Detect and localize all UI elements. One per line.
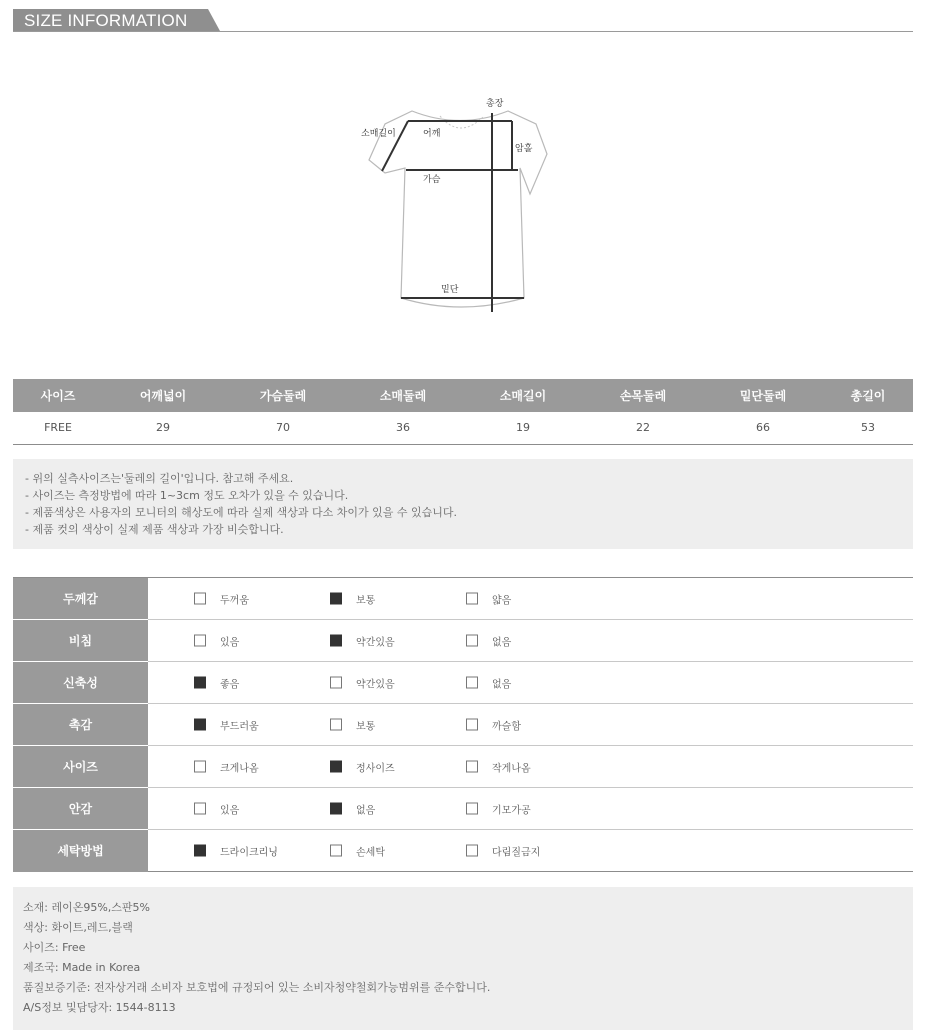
attribute-option-label: 없음 [492,679,512,690]
size-table-header: 밑단둘레 [703,379,823,412]
attribute-option [466,675,511,690]
attribute-option [466,591,511,606]
size-notes [13,459,913,549]
attribute-name: 촉감 [13,704,148,746]
attribute-option-label: 보통 [356,721,376,732]
attribute-options [148,620,913,662]
size-table-header: 소매길이 [463,379,583,412]
unchecked-box-icon [194,803,206,815]
attribute-option [194,591,249,606]
attribute-option [194,633,239,648]
attribute-row [13,830,913,872]
attribute-name: 세탁방법 [13,830,148,872]
size-table-cell: 22 [583,412,703,444]
attribute-option-label: 다림질금지 [492,847,541,858]
size-table-cell: 29 [103,412,223,444]
attribute-options [148,746,913,788]
sleeve-length-label: 소매길이 [361,129,396,139]
size-table-header: 총길이 [823,379,913,412]
attribute-name: 신축성 [13,662,148,704]
hem-label: 밑단 [441,285,459,295]
info-as-contact: A/S정보 및담당자: 1544-8113 [23,1001,176,1014]
attribute-option-label: 크게나옴 [220,763,259,774]
attribute-row [13,704,913,746]
attribute-option-label: 작게나옴 [492,763,531,774]
size-table-header: 어깨넓이 [103,379,223,412]
info-warranty: 품질보증기준: 전자상거래 소비자 보호법에 규정되어 있는 소비자청약철회가능범위를 준수합니다. [23,981,491,994]
unchecked-box-icon [194,635,206,647]
size-table-header-row [13,379,913,412]
attribute-option [330,675,395,690]
attribute-row [13,746,913,788]
attribute-option [194,717,259,732]
section-title: SIZE INFORMATION [24,11,188,30]
attribute-option [466,633,511,648]
unchecked-box-icon [466,761,478,773]
attribute-option-label: 드라이크리닝 [220,847,278,858]
attribute-option [330,633,395,648]
attribute-name: 두께감 [13,578,148,620]
attribute-option-label: 부드러움 [220,721,259,732]
attribute-options [148,830,913,872]
checked-box-icon [194,677,206,689]
size-table-header: 가슴둘레 [223,379,343,412]
attribute-option-label: 두꺼움 [220,595,249,606]
attribute-option [330,801,375,816]
attribute-options [148,704,913,746]
attribute-option [466,759,531,774]
size-table-header: 사이즈 [13,379,103,412]
attribute-name: 사이즈 [13,746,148,788]
checked-box-icon [194,845,206,857]
unchecked-box-icon [466,593,478,605]
total-length-label: 총장 [486,99,504,109]
attribute-row [13,662,913,704]
checked-box-icon [194,719,206,731]
attribute-option-label: 좋음 [220,679,240,690]
unchecked-box-icon [466,719,478,731]
unchecked-box-icon [330,677,342,689]
checked-box-icon [330,635,342,647]
attribute-row [13,620,913,662]
size-table [13,379,913,445]
attribute-option [466,717,521,732]
size-diagram [0,0,926,360]
size-table-header: 손목둘레 [583,379,703,412]
size-table-cell: 19 [463,412,583,444]
attribute-option [330,843,385,858]
attribute-name: 안감 [13,788,148,830]
attribute-option-label: 기모가공 [492,805,531,816]
attribute-options [148,578,913,620]
checked-box-icon [330,761,342,773]
shoulder-label: 어깨 [423,129,441,139]
table-row [13,412,913,444]
note-line: - 제품 컷의 색상이 실제 제품 색상과 가장 비슷합니다. [25,523,284,536]
attribute-option-label: 약간있음 [356,637,395,648]
unchecked-box-icon [194,761,206,773]
checked-box-icon [330,593,342,605]
attribute-option [330,717,375,732]
size-table-cell: FREE [13,412,103,444]
size-table-cell: 36 [343,412,463,444]
attribute-option-label: 있음 [220,805,240,816]
unchecked-box-icon [330,845,342,857]
attribute-option-label: 있음 [220,637,240,648]
info-origin: 제조국: Made in Korea [23,961,141,974]
unchecked-box-icon [466,635,478,647]
attribute-name: 비침 [13,620,148,662]
info-material: 소재: 레이온95%,스판5% [23,901,150,914]
chest-label: 가슴 [423,175,441,185]
unchecked-box-icon [466,845,478,857]
unchecked-box-icon [466,677,478,689]
attribute-option [194,801,239,816]
attribute-row [13,578,913,620]
size-table-cell: 66 [703,412,823,444]
attribute-option-label: 정사이즈 [356,763,395,774]
attribute-option-label: 까슬함 [492,721,521,732]
attribute-option-label: 없음 [492,637,512,648]
attribute-option [330,759,395,774]
attribute-option [466,843,540,858]
unchecked-box-icon [330,719,342,731]
attribute-option [194,675,239,690]
attribute-options [148,788,913,830]
attribute-option-label: 없음 [356,805,376,816]
attribute-option-label: 얇음 [492,595,512,606]
attribute-option-label: 손세탁 [356,847,385,858]
checked-box-icon [330,803,342,815]
note-line: - 사이즈는 측정방법에 따라 1~3cm 정도 오차가 있을 수 있습니다. [25,489,349,502]
info-color: 색상: 화이트,레드,블랙 [23,921,133,934]
attribute-row [13,788,913,830]
info-size: 사이즈: Free [23,941,86,954]
tshirt-diagram-icon [0,0,926,360]
size-table-cell: 53 [823,412,913,444]
note-line: - 위의 실측사이즈는'둘레의 길이'입니다. 참고해 주세요. [25,472,294,485]
attribute-option-label: 보통 [356,595,376,606]
product-info [13,887,913,1030]
attribute-options [148,662,913,704]
attribute-option [194,843,278,858]
attribute-table [13,577,913,872]
attribute-option [330,591,375,606]
attribute-option-label: 약간있음 [356,679,395,690]
size-table-cell: 70 [223,412,343,444]
armhole-label: 암홀 [515,144,533,154]
size-table-header: 소매둘레 [343,379,463,412]
attribute-option [194,759,259,774]
attribute-option [466,801,531,816]
unchecked-box-icon [194,593,206,605]
unchecked-box-icon [466,803,478,815]
note-line: - 제품색상은 사용자의 모니터의 해상도에 따라 실제 색상과 다소 차이가 있을 수 있습니다. [25,506,457,519]
